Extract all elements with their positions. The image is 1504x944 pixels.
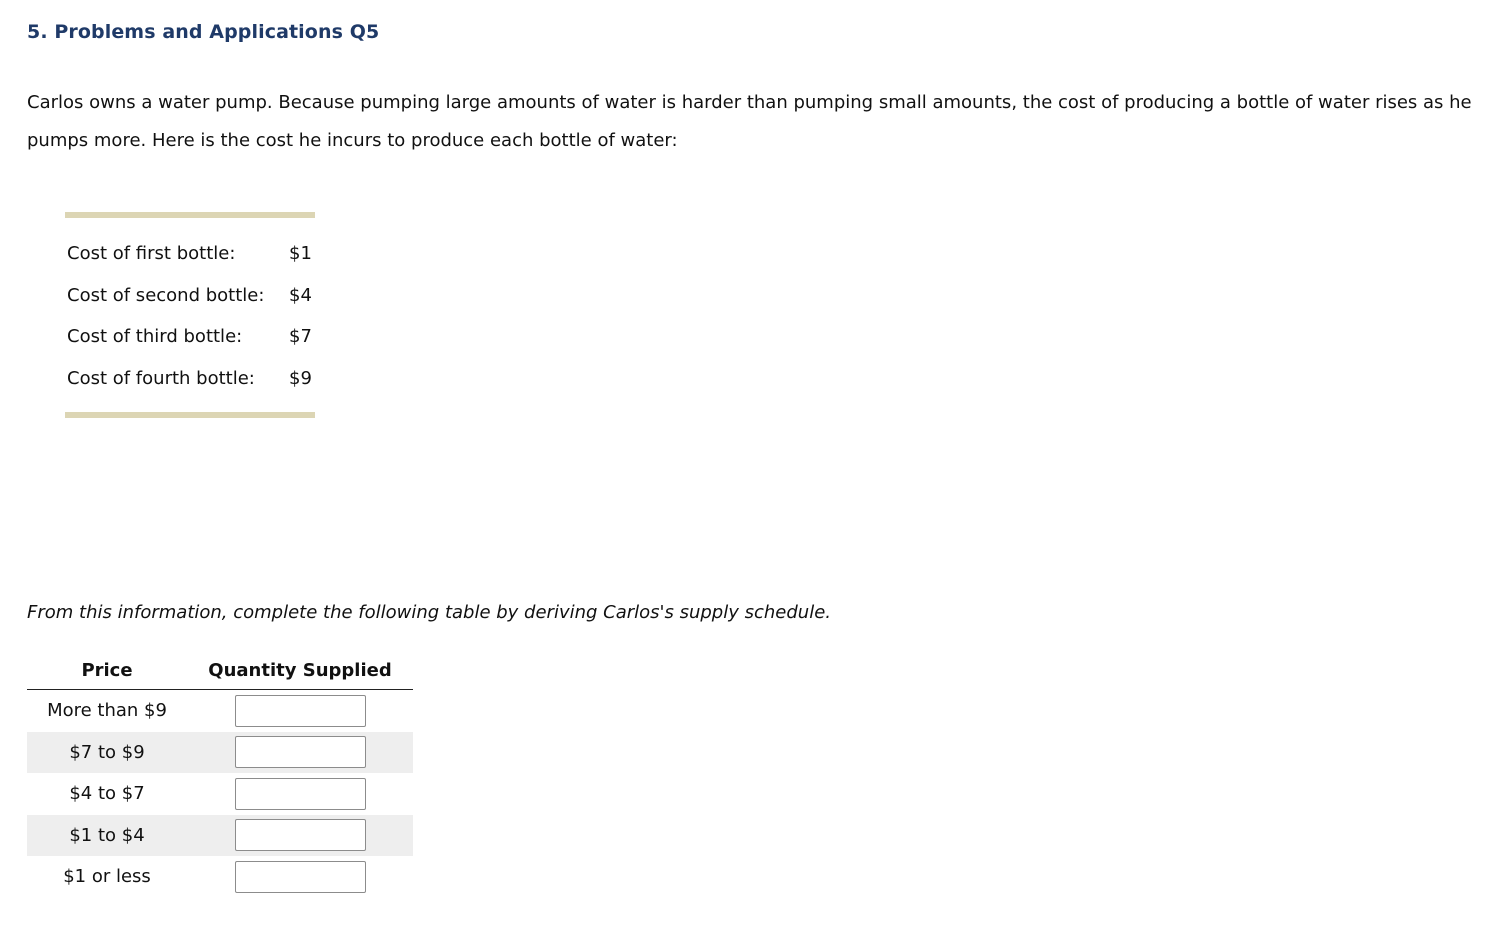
- quantity-cell: [187, 690, 413, 732]
- price-range-cell: $7 to $9: [27, 732, 187, 774]
- table-row: [27, 690, 413, 732]
- cost-list: [65, 212, 315, 418]
- table-row: [27, 732, 413, 774]
- cost-value: $9: [289, 367, 312, 389]
- quantity-cell: [187, 815, 413, 857]
- quantity-cell: [187, 856, 413, 898]
- quantity-input-4-to-7[interactable]: [235, 778, 366, 810]
- cost-row: [65, 358, 312, 400]
- top-divider: [65, 212, 315, 218]
- cost-value: $7: [289, 326, 312, 348]
- price-range-cell: More than $9: [47, 700, 167, 722]
- quantity-column-header: Quantity Supplied: [187, 652, 413, 690]
- bottom-divider: [65, 412, 315, 418]
- cost-row: [65, 275, 312, 317]
- quantity-input-1-to-4[interactable]: [235, 819, 366, 851]
- cost-label: Cost of first bottle:: [67, 243, 236, 265]
- quantity-input-7-to-9[interactable]: [235, 736, 366, 768]
- price-range-cell: $1 or less: [63, 866, 151, 888]
- cost-row: [65, 233, 312, 275]
- cost-label: Cost of third bottle:: [67, 326, 243, 348]
- cost-value: $4: [289, 284, 312, 306]
- quantity-cell: [187, 732, 413, 774]
- intro-paragraph: Carlos owns a water pump. Because pumping large amounts of water is harder than pumping small amounts, the cost of producing a bottle of water rises as he pumps more. Here is the cost he incurs to produce each bottle of water:: [27, 92, 1472, 151]
- table-row: [27, 856, 413, 898]
- table-row: [27, 773, 413, 815]
- price-column-header: Price: [27, 652, 187, 690]
- cost-label: Cost of fourth bottle:: [67, 367, 255, 389]
- header-row: [27, 652, 413, 690]
- cost-table: [65, 233, 312, 399]
- instruction-text: From this information, complete the following table by deriving Carlos's supply schedule.: [27, 602, 831, 623]
- quantity-input-1-or-less[interactable]: [235, 861, 366, 893]
- table-row: [27, 815, 413, 857]
- price-range-cell: $4 to $7: [69, 783, 145, 805]
- cost-row: [65, 316, 312, 358]
- supply-schedule-table: [27, 652, 413, 898]
- cost-label: Cost of second bottle:: [67, 284, 265, 306]
- price-range-cell: $1 to $4: [27, 815, 187, 857]
- cost-value: $1: [289, 243, 312, 265]
- question-title: 5. Problems and Applications Q5: [27, 21, 380, 43]
- quantity-input-more-than-9[interactable]: [235, 695, 366, 727]
- quantity-cell: [187, 773, 413, 815]
